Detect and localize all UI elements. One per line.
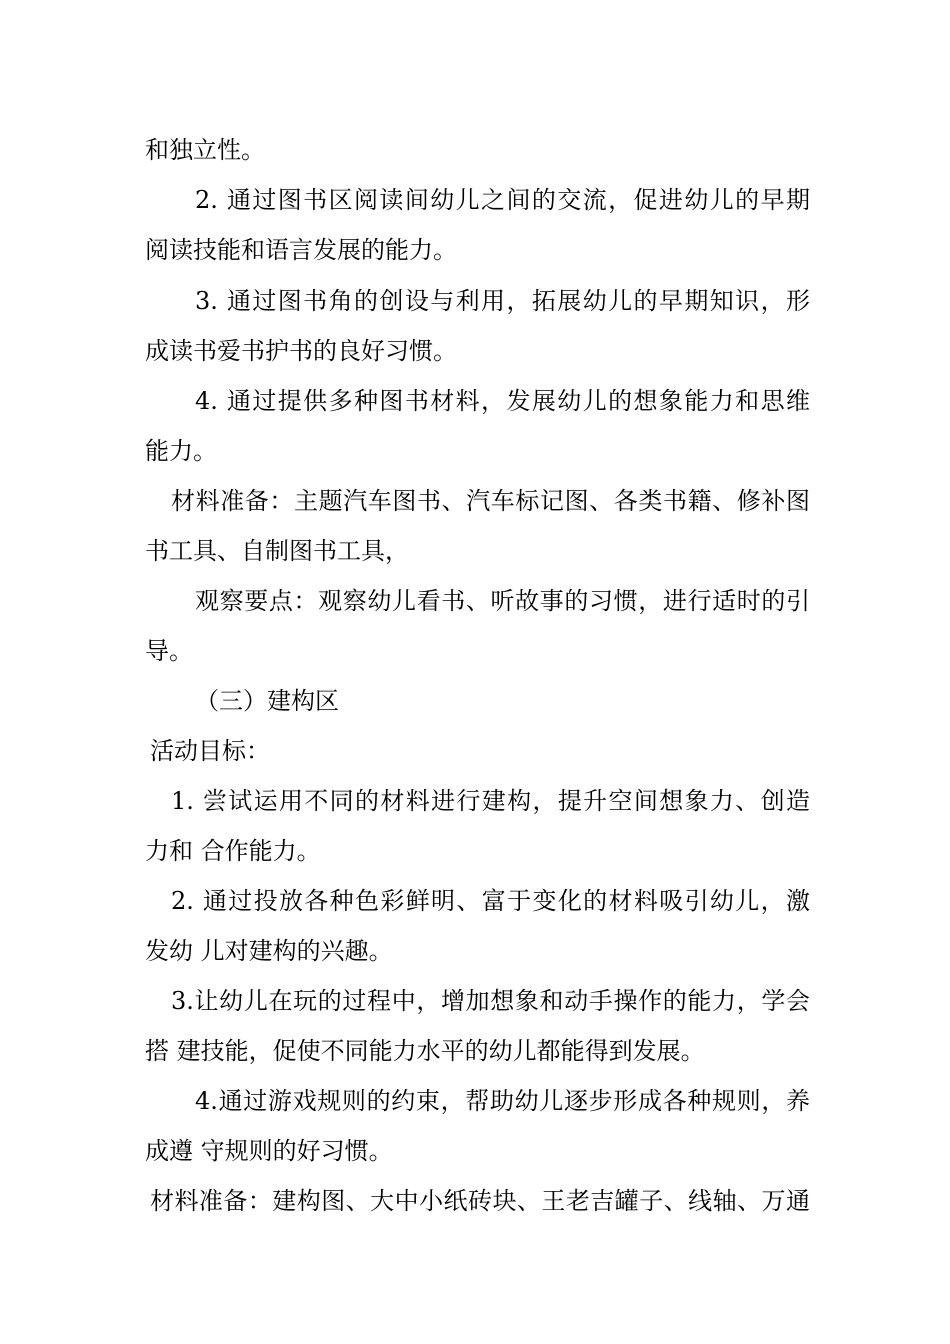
text-line: 2. 通过投放各种色彩鲜明、富于变化的材料吸引幼儿，激	[171, 887, 810, 915]
text-line: 书工具、自制图书工具，	[145, 537, 409, 565]
text-line: 观察要点：观察幼儿看书、听故事的习惯，进行适时的引	[195, 587, 810, 615]
text-line: 成读书爱书护书的良好习惯。	[145, 337, 457, 365]
text-line: 能力。	[145, 437, 217, 465]
text-line: 3.让幼儿在玩的过程中，增加想象和动手操作的能力，学会	[171, 987, 810, 1015]
text-line: 发幼 儿对建构的兴趣。	[145, 937, 393, 965]
text-line: 4.通过游戏规则的约束，帮助幼儿逐步形成各种规则，养	[195, 1087, 810, 1115]
text-line: 材料准备：建构图、大中小纸砖块、王老吉罐子、线轴、万通	[150, 1187, 810, 1215]
text-line: 3. 通过图书角的创设与利用，拓展幼儿的早期知识，形	[195, 287, 810, 315]
text-line: 1. 尝试运用不同的材料进行建构，提升空间想象力、创造	[171, 787, 810, 815]
text-line: 导。	[145, 637, 193, 665]
text-line: 和独立性。	[145, 136, 265, 164]
text-line: 2. 通过图书区阅读间幼儿之间的交流，促进幼儿的早期	[195, 186, 810, 214]
text-line: 材料准备：主题汽车图书、汽车标记图、各类书籍、修补图	[171, 487, 810, 515]
text-line: 力和 合作能力。	[145, 837, 321, 865]
text-line: 搭 建技能，促使不同能力水平的幼儿都能得到发展。	[145, 1037, 705, 1065]
section-heading: （三）建构区	[195, 687, 339, 715]
text-line: 成遵 守规则的好习惯。	[145, 1137, 393, 1165]
text-line: 活动目标：	[150, 737, 270, 765]
text-line: 4. 通过提供多种图书材料，发展幼儿的想象能力和思维	[195, 387, 810, 415]
text-line: 阅读技能和语言发展的能力。	[145, 236, 457, 264]
